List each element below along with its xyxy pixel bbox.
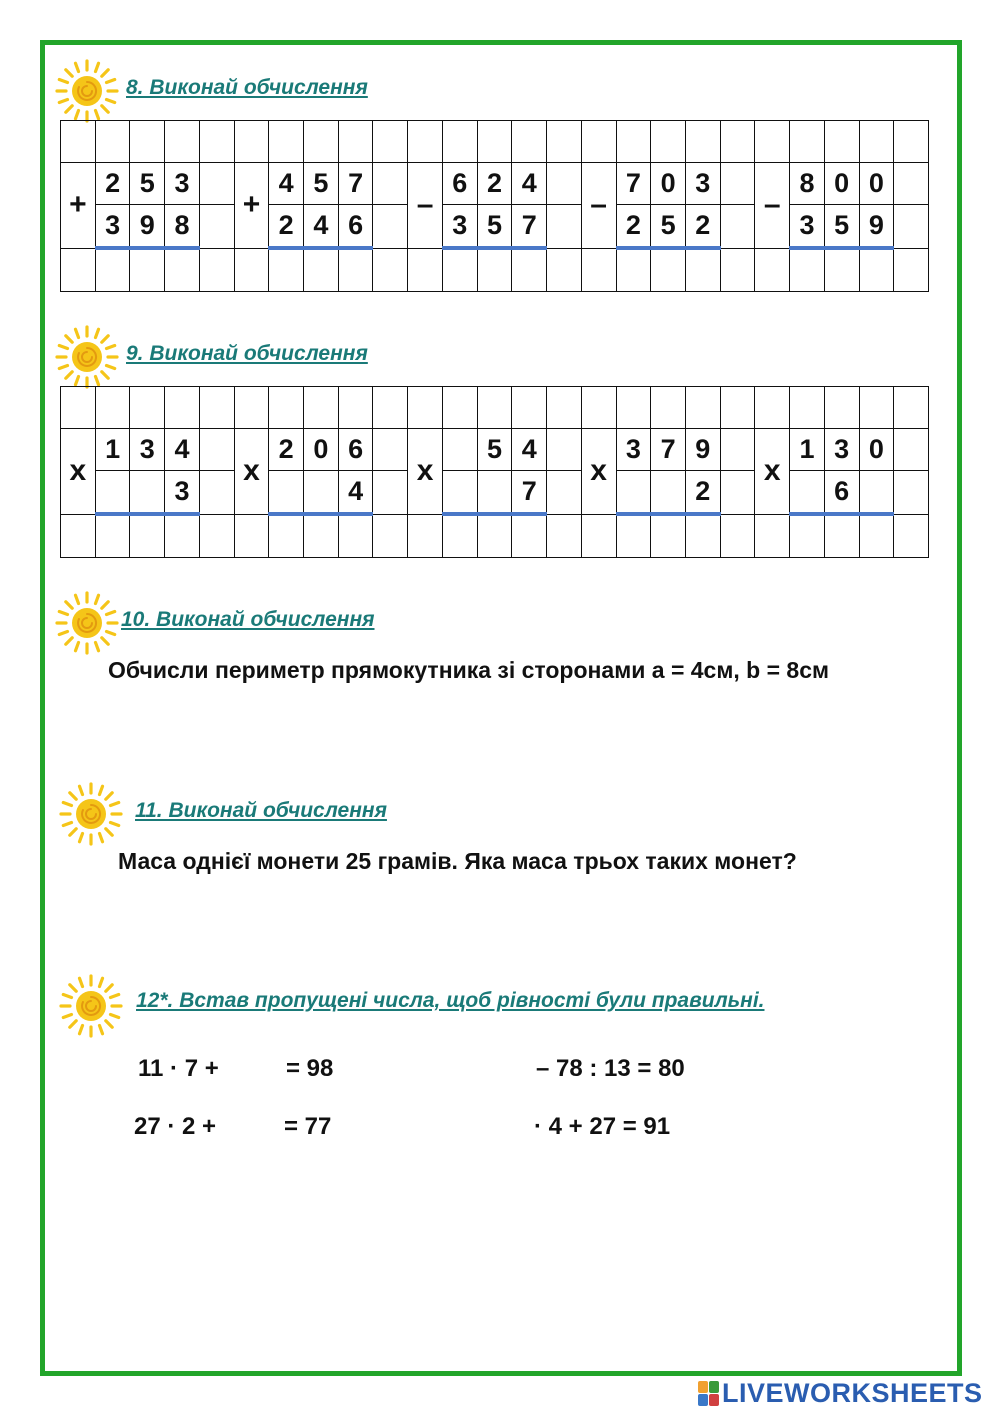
answer-cell bbox=[95, 387, 130, 429]
answer-cell bbox=[651, 387, 686, 429]
digit-cell: 2 bbox=[616, 205, 651, 249]
equation-2-right: = 77 bbox=[284, 1113, 332, 1140]
mult-sign: x bbox=[755, 429, 790, 515]
answer-cell bbox=[304, 514, 339, 558]
addition-subtraction-grid bbox=[60, 120, 929, 292]
grid-cell bbox=[373, 387, 408, 429]
grid-cell bbox=[894, 471, 929, 515]
grid-cell bbox=[720, 121, 755, 163]
digit-cell: 6 bbox=[824, 471, 859, 515]
grid-row bbox=[61, 121, 929, 163]
digit-cell: 7 bbox=[616, 163, 651, 205]
answer-cell bbox=[651, 514, 686, 558]
grid-cell bbox=[547, 514, 582, 558]
answer-cell bbox=[685, 514, 720, 558]
digit-cell: 3 bbox=[130, 429, 165, 471]
addsub-sign: + bbox=[234, 163, 269, 249]
grid-cell bbox=[894, 429, 929, 471]
grid-cell bbox=[581, 387, 616, 429]
grid-cell bbox=[373, 121, 408, 163]
digit-cell: 9 bbox=[130, 205, 165, 249]
answer-cell bbox=[269, 514, 304, 558]
section-12-heading: 12*. Встав пропущені числа, щоб рівності були правильні. bbox=[136, 989, 765, 1012]
answer-cell bbox=[442, 514, 477, 558]
grid-cell bbox=[547, 471, 582, 515]
digit-cell: 3 bbox=[165, 163, 200, 205]
grid-cell bbox=[755, 514, 790, 558]
digit-cell: 5 bbox=[824, 205, 859, 249]
grid-cell bbox=[894, 121, 929, 163]
grid-cell bbox=[234, 514, 269, 558]
grid-row bbox=[61, 387, 929, 429]
digit-cell: 9 bbox=[859, 205, 894, 249]
addsub-sign: + bbox=[61, 163, 96, 249]
grid-cell bbox=[755, 387, 790, 429]
digit-cell: 5 bbox=[130, 163, 165, 205]
grid-cell bbox=[581, 121, 616, 163]
answer-cell bbox=[95, 248, 130, 292]
digit-cell: 3 bbox=[442, 205, 477, 249]
grid-cell bbox=[373, 514, 408, 558]
digit-cell: 0 bbox=[859, 163, 894, 205]
answer-cell bbox=[512, 121, 547, 163]
answer-cell bbox=[824, 387, 859, 429]
grid-cell bbox=[373, 471, 408, 515]
digit-cell bbox=[442, 471, 477, 515]
mult-sign: x bbox=[234, 429, 269, 515]
grid-cell bbox=[547, 387, 582, 429]
grid-cell bbox=[199, 121, 234, 163]
digit-cell: 3 bbox=[95, 205, 130, 249]
answer-cell bbox=[304, 248, 339, 292]
digit-cell bbox=[616, 471, 651, 515]
grid-cell bbox=[720, 429, 755, 471]
answer-cell bbox=[165, 121, 200, 163]
answer-cell bbox=[824, 514, 859, 558]
digit-cell bbox=[269, 471, 304, 515]
answer-cell bbox=[442, 121, 477, 163]
answer-cell bbox=[616, 514, 651, 558]
answer-cell bbox=[338, 387, 373, 429]
answer-cell bbox=[790, 248, 825, 292]
digit-cell: 8 bbox=[790, 163, 825, 205]
grid-cell bbox=[755, 248, 790, 292]
answer-cell bbox=[165, 514, 200, 558]
grid-cell bbox=[720, 471, 755, 515]
grid-cell bbox=[234, 121, 269, 163]
grid-cell bbox=[547, 163, 582, 205]
digit-cell: 4 bbox=[165, 429, 200, 471]
perimeter-problem-text: Обчисли периметр прямокутника зі сторонами a = 4см, b = 8см bbox=[108, 657, 829, 683]
digit-cell: 5 bbox=[477, 205, 512, 249]
grid-row bbox=[61, 471, 929, 515]
answer-cell bbox=[338, 514, 373, 558]
equation-2-left: 27 · 2 + bbox=[134, 1113, 217, 1140]
answer-cell bbox=[512, 387, 547, 429]
digit-cell: 7 bbox=[338, 163, 373, 205]
section-11-heading: 11. Виконай обчислення bbox=[135, 799, 387, 822]
answer-cell bbox=[130, 514, 165, 558]
answer-cell bbox=[304, 121, 339, 163]
digit-cell: 8 bbox=[165, 205, 200, 249]
mult-sign: x bbox=[408, 429, 443, 515]
equation-4: · 4 + 27 = 91 bbox=[534, 1113, 671, 1140]
grid-cell bbox=[408, 514, 443, 558]
answer-cell bbox=[790, 514, 825, 558]
answer-cell bbox=[442, 387, 477, 429]
digit-cell: 1 bbox=[95, 429, 130, 471]
digit-cell: 5 bbox=[304, 163, 339, 205]
answer-cell bbox=[130, 248, 165, 292]
digit-cell: 5 bbox=[651, 205, 686, 249]
answer-cell bbox=[512, 514, 547, 558]
digit-cell bbox=[95, 471, 130, 515]
grid-row bbox=[61, 205, 929, 249]
grid-cell bbox=[894, 163, 929, 205]
digit-cell: 3 bbox=[790, 205, 825, 249]
grid-cell bbox=[199, 387, 234, 429]
grid-cell bbox=[720, 248, 755, 292]
answer-cell bbox=[269, 387, 304, 429]
digit-cell: 2 bbox=[269, 205, 304, 249]
section-8-heading: 8. Виконай обчислення bbox=[126, 76, 368, 99]
digit-cell: 3 bbox=[616, 429, 651, 471]
digit-cell: 7 bbox=[512, 205, 547, 249]
answer-cell bbox=[477, 387, 512, 429]
grid-cell bbox=[894, 248, 929, 292]
grid-cell bbox=[61, 248, 96, 292]
answer-cell bbox=[130, 387, 165, 429]
grid-cell bbox=[199, 471, 234, 515]
equation-1-right: = 98 bbox=[286, 1055, 334, 1082]
digit-cell: 0 bbox=[824, 163, 859, 205]
digit-cell bbox=[477, 471, 512, 515]
grid-cell bbox=[234, 387, 269, 429]
grid-cell bbox=[720, 163, 755, 205]
answer-cell bbox=[269, 121, 304, 163]
digit-cell: 2 bbox=[95, 163, 130, 205]
answer-cell bbox=[95, 514, 130, 558]
answer-cell bbox=[790, 387, 825, 429]
section-9-heading: 9. Виконай обчислення bbox=[126, 342, 368, 365]
digit-cell: 4 bbox=[304, 205, 339, 249]
grid-cell bbox=[581, 248, 616, 292]
answer-cell bbox=[616, 387, 651, 429]
grid-cell bbox=[199, 248, 234, 292]
liveworksheets-wordmark: LIVEWORKSHEETS bbox=[722, 1377, 983, 1408]
answer-cell bbox=[477, 514, 512, 558]
grid-cell bbox=[234, 248, 269, 292]
section-10-heading: 10. Виконай обчислення bbox=[121, 608, 375, 631]
answer-cell bbox=[165, 387, 200, 429]
grid-cell bbox=[720, 205, 755, 249]
digit-cell: 2 bbox=[685, 471, 720, 515]
grid-cell bbox=[547, 121, 582, 163]
digit-cell: 4 bbox=[338, 471, 373, 515]
grid-row bbox=[61, 248, 929, 292]
grid-cell bbox=[408, 121, 443, 163]
grid-cell bbox=[894, 514, 929, 558]
grid-cell bbox=[373, 248, 408, 292]
grid-cell bbox=[373, 205, 408, 249]
answer-cell bbox=[130, 121, 165, 163]
grid-cell bbox=[199, 429, 234, 471]
grid-cell bbox=[755, 121, 790, 163]
mult-sign: x bbox=[581, 429, 616, 515]
answer-cell bbox=[859, 387, 894, 429]
digit-cell: 6 bbox=[338, 429, 373, 471]
sun-icon bbox=[54, 58, 120, 124]
answer-cell bbox=[477, 121, 512, 163]
answer-cell bbox=[165, 248, 200, 292]
answer-cell bbox=[824, 121, 859, 163]
grid-cell bbox=[720, 387, 755, 429]
answer-cell bbox=[790, 121, 825, 163]
grid-cell bbox=[894, 205, 929, 249]
answer-cell bbox=[616, 121, 651, 163]
digit-cell: 0 bbox=[859, 429, 894, 471]
digit-cell: 4 bbox=[269, 163, 304, 205]
answer-cell bbox=[859, 514, 894, 558]
digit-cell bbox=[304, 471, 339, 515]
answer-cell bbox=[685, 121, 720, 163]
digit-cell: 1 bbox=[790, 429, 825, 471]
answer-cell bbox=[338, 248, 373, 292]
coin-mass-problem-text: Маса однієї монети 25 грамів. Яка маса трьох таких монет? bbox=[118, 848, 797, 874]
answer-cell bbox=[512, 248, 547, 292]
multiplication-grid bbox=[60, 386, 929, 558]
grid-cell bbox=[61, 121, 96, 163]
answer-cell bbox=[442, 248, 477, 292]
answer-cell bbox=[651, 248, 686, 292]
grid-cell bbox=[547, 205, 582, 249]
grid-cell bbox=[199, 205, 234, 249]
answer-cell bbox=[824, 248, 859, 292]
grid-cell bbox=[408, 387, 443, 429]
digit-cell: 0 bbox=[651, 163, 686, 205]
digit-cell bbox=[790, 471, 825, 515]
digit-cell: 5 bbox=[477, 429, 512, 471]
digit-cell: 0 bbox=[304, 429, 339, 471]
answer-cell bbox=[859, 248, 894, 292]
grid-row bbox=[61, 514, 929, 558]
digit-cell: 7 bbox=[512, 471, 547, 515]
liveworksheets-logo bbox=[698, 1376, 983, 1410]
grid-cell bbox=[408, 248, 443, 292]
digit-cell: 9 bbox=[685, 429, 720, 471]
answer-cell bbox=[616, 248, 651, 292]
digit-cell bbox=[651, 471, 686, 515]
grid-cell bbox=[547, 248, 582, 292]
digit-cell: 6 bbox=[338, 205, 373, 249]
addsub-sign: – bbox=[755, 163, 790, 249]
sun-icon bbox=[54, 324, 120, 390]
digit-cell: 3 bbox=[685, 163, 720, 205]
sun-icon bbox=[58, 973, 124, 1039]
answer-cell bbox=[269, 248, 304, 292]
grid-cell bbox=[199, 163, 234, 205]
answer-cell bbox=[685, 248, 720, 292]
grid-row bbox=[61, 163, 929, 205]
answer-cell bbox=[338, 121, 373, 163]
grid-cell bbox=[547, 429, 582, 471]
sun-icon bbox=[54, 590, 120, 656]
answer-cell bbox=[95, 121, 130, 163]
grid-cell bbox=[199, 514, 234, 558]
grid-cell bbox=[61, 387, 96, 429]
grid-row bbox=[61, 429, 929, 471]
digit-cell: 4 bbox=[512, 429, 547, 471]
grid-cell bbox=[373, 429, 408, 471]
digit-cell bbox=[442, 429, 477, 471]
liveworksheets-badge-icon bbox=[698, 1381, 719, 1406]
digit-cell: 7 bbox=[651, 429, 686, 471]
digit-cell: 4 bbox=[512, 163, 547, 205]
answer-cell bbox=[304, 387, 339, 429]
equation-3: – 78 : 13 = 80 bbox=[536, 1055, 685, 1082]
digit-cell bbox=[130, 471, 165, 515]
grid-cell bbox=[894, 387, 929, 429]
answer-cell bbox=[859, 121, 894, 163]
equation-1-left: 11 · 7 + bbox=[138, 1055, 219, 1082]
mult-sign: x bbox=[61, 429, 96, 515]
answer-cell bbox=[685, 387, 720, 429]
answer-cell bbox=[477, 248, 512, 292]
digit-cell: 3 bbox=[165, 471, 200, 515]
addsub-sign: – bbox=[581, 163, 616, 249]
grid-cell bbox=[373, 163, 408, 205]
digit-cell: 2 bbox=[477, 163, 512, 205]
digit-cell: 2 bbox=[685, 205, 720, 249]
addsub-sign: – bbox=[408, 163, 443, 249]
sun-icon bbox=[58, 781, 124, 847]
answer-cell bbox=[651, 121, 686, 163]
grid-cell bbox=[720, 514, 755, 558]
digit-cell: 3 bbox=[824, 429, 859, 471]
digit-cell: 6 bbox=[442, 163, 477, 205]
digit-cell bbox=[859, 471, 894, 515]
digit-cell: 2 bbox=[269, 429, 304, 471]
grid-cell bbox=[581, 514, 616, 558]
grid-cell bbox=[61, 514, 96, 558]
